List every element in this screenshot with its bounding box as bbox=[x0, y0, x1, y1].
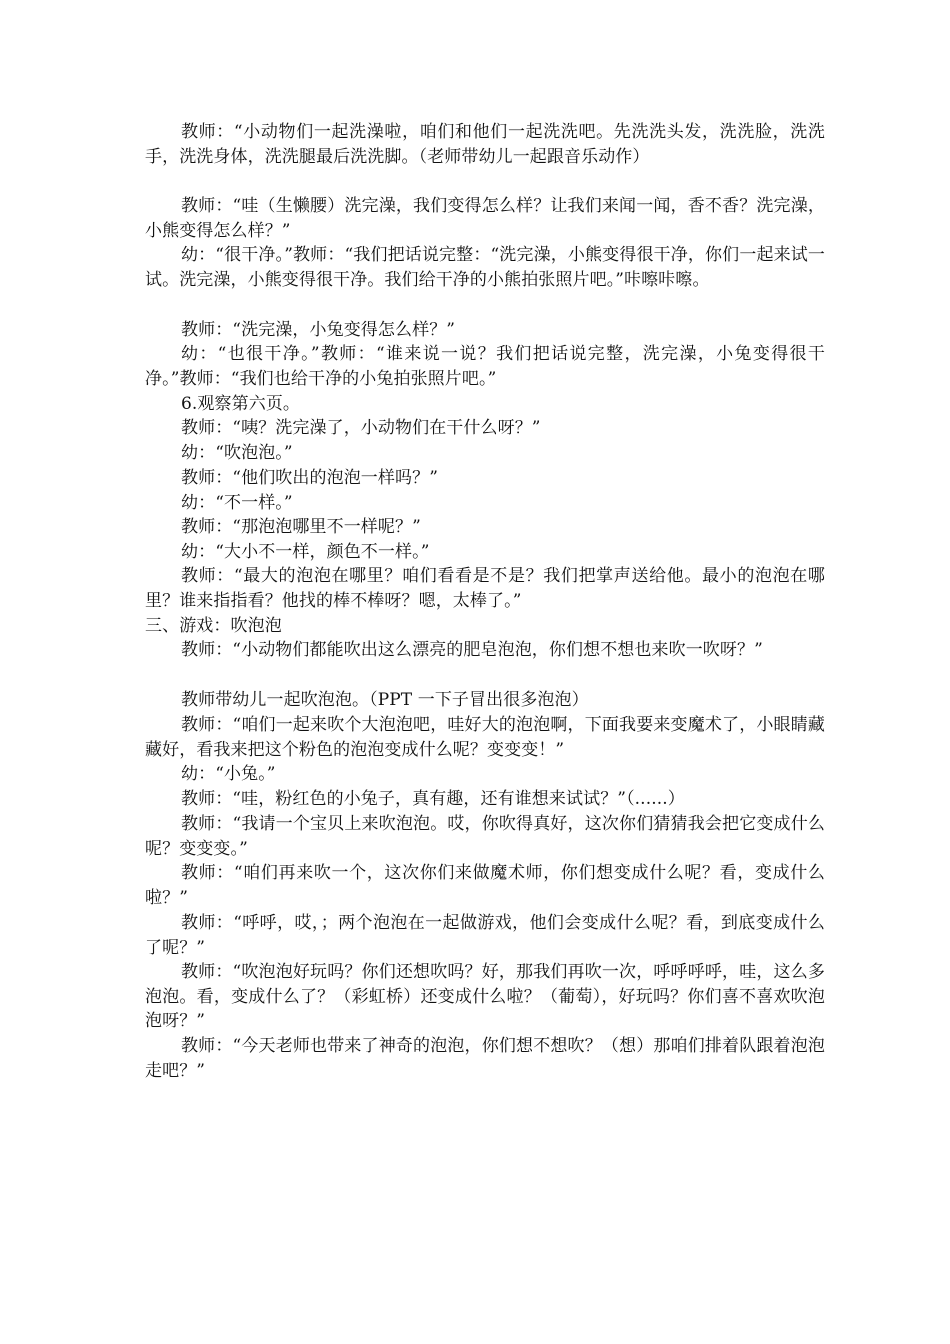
paragraph-22: 教师：“呼呼，哎，；两个泡泡在一起做游戏，他们会变成什么呢？看，到底变成什么了呢？” bbox=[145, 913, 825, 958]
paragraph-4: 教师：“洗完澡，小兔变得怎么样？” bbox=[181, 320, 456, 340]
paragraph-12: 幼：“大小不一样，颜色不一样。” bbox=[181, 542, 430, 562]
paragraph-5: 幼：“也很干净。”教师：“谁来说一说？我们把话说完整，洗完澡，小兔变得很干净。”教师：“我们也给干净的小兔拍张照片吧。” bbox=[145, 344, 825, 389]
paragraph-10: 幼：“不一样。” bbox=[181, 493, 293, 513]
paragraph-15: 教师：“小动物们都能吹出这么漂亮的肥皂泡泡，你们想不想也来吹一吹呀？” bbox=[181, 640, 763, 660]
paragraph-11: 教师：“那泡泡哪里不一样呢？” bbox=[181, 517, 421, 537]
paragraph-24: 教师：“今天老师也带来了神奇的泡泡，你们想不想吹？（想）那咱们排着队跟着泡泡走吧？” bbox=[145, 1036, 825, 1081]
paragraph-19: 教师：“哇，粉红色的小兔子，真有趣，还有谁想来试试？”（......） bbox=[181, 789, 685, 809]
paragraph-20: 教师：“我请一个宝贝上来吹泡泡。哎，你吹得真好，这次你们猜猜我会把它变成什么呢？变变变。” bbox=[145, 814, 825, 859]
paragraph-21: 教师：“咱们再来吹一个，这次你们来做魔术师，你们想变成什么呢？看，变成什么啦？” bbox=[145, 863, 825, 908]
paragraph-2: 教师：“哇（生懒腰）洗完澡，我们变得怎么样？让我们来闻一闻，香不香？洗完澡，小熊变得怎么样？” bbox=[145, 196, 825, 241]
paragraph-3: 幼：“很干净。”教师：“我们把话说完整：“洗完澡，小熊变得很干净，你们一起来试一试。洗完澡，小熊变得很干净。我们给干净的小熊拍张照片吧。”咔嚓咔嚓。 bbox=[145, 245, 825, 290]
section-heading-game: 三、游戏：吹泡泡 bbox=[145, 616, 282, 636]
paragraph-8: 幼：“吹泡泡。” bbox=[181, 443, 293, 463]
paragraph-23: 教师：“吹泡泡好玩吗？你们还想吹吗？好，那我们再吹一次，呼呼呼呼，哇，这么多泡泡。看，变成什么了？（彩虹桥）还变成什么啦？（葡萄），好玩吗？你们喜不喜欢吹泡泡呀？” bbox=[145, 962, 825, 1031]
section-heading-6: 6.观察第六页。 bbox=[181, 394, 301, 414]
paragraph-1: 教师：“小动物们一起洗澡啦，咱们和他们一起洗洗吧。先洗洗头发，洗洗脸，洗洗手，洗洗身体，洗洗腿最后洗洗脚。（老师带幼儿一起跟音乐动作） bbox=[145, 122, 825, 167]
paragraph-13: 教师：“最大的泡泡在哪里？咱们看看是不是？我们把掌声送给他。最小的泡泡在哪里？谁来指指看？他找的棒不棒呀？嗯，太棒了。” bbox=[145, 566, 825, 611]
paragraph-9: 教师：“他们吹出的泡泡一样吗？” bbox=[181, 468, 438, 488]
paragraph-17: 教师：“咱们一起来吹个大泡泡吧，哇好大的泡泡啊，下面我要来变魔术了，小眼睛藏藏好，看我来把这个粉色的泡泡变成什么呢？变变变！” bbox=[145, 715, 825, 760]
paragraph-16: 教师带幼儿一起吹泡泡。（PPT 一下子冒出很多泡泡） bbox=[181, 690, 589, 710]
paragraph-7: 教师：“咦？洗完澡了，小动物们在干什么呀？” bbox=[181, 418, 541, 438]
paragraph-18: 幼：“小兔。” bbox=[181, 764, 276, 784]
